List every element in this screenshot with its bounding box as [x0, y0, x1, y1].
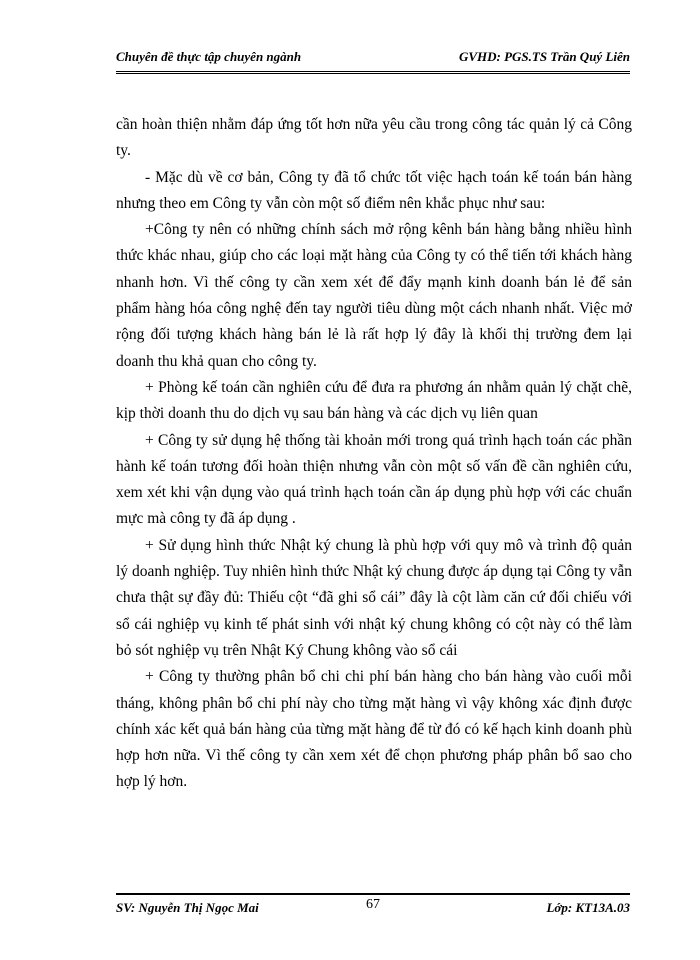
footer-student: SV: Nguyễn Thị Ngọc Mai [116, 900, 259, 915]
paragraph: - Mặc dù về cơ bản, Công ty đã tổ chức tốt việc hạch toán kế toán bán hàng nhưng theo em Công ty vẫn còn một số điểm nên khắc phục như sau: [116, 168, 632, 212]
page-number: 67 [366, 897, 380, 912]
header-supervisor: GVHD: PGS.TS Trần Quý Liên [458, 49, 630, 64]
page-body [116, 112, 632, 796]
page-header [116, 47, 630, 74]
paragraph: cần hoàn thiện nhằm đáp ứng tốt hơn nữa yêu cầu trong công tác quản lý cả Công ty. [116, 116, 632, 160]
page-footer [116, 893, 630, 919]
paragraph: + Sử dụng hình thức Nhật ký chung là phù hợp với quy mô và trình độ quản lý doanh nghiệp. Tuy nhiên hình thức Nhật ký chung được áp dụng tại Công ty vẫn chưa thật sự đầy đủ: Thiếu cột “đã ghi sổ cái” đây là cột làm căn cứ đối chiếu với sổ cái nghiệp vụ kinh tế phát sinh với nhật ký chung không có cột này có thể làm bỏ sót nghiệp vụ trên Nhật Ký Chung không vào sổ cái [116, 536, 632, 659]
paragraph: + Công ty thường phân bổ chi chi phí bán hàng cho bán hàng vào cuối mỗi tháng, không phân bổ chi phí này cho từng mặt hàng vì vậy không xác định được chính xác kết quả bán hàng của từng mặt hàng để từ đó có kế hạch kinh doanh phù hợp hơn nữa. Vì thế công ty cần xem xét để chọn phương pháp phân bổ sao cho hợp lý hơn. [116, 668, 632, 791]
paragraph: + Công ty sử dụng hệ thống tài khoản mới trong quá trình hạch toán các phần hành kế toán tương đối hoàn thiện nhưng vẫn còn một số vấn đề cần nghiên cứu, xem xét khi vận dụng vào quá trình hạch toán cần áp dụng phù hợp với các chuẩn mực mà công ty đã áp dụng . [116, 431, 632, 528]
footer-class: Lớp: KT13A.03 [546, 900, 630, 915]
header-title: Chuyên đề thực tập chuyên ngành [116, 49, 302, 64]
paragraph: +Công ty nên có những chính sách mở rộng kênh bán hàng bằng nhiều hình thức khác nhau, giúp cho các loại mặt hàng của Công ty có thể tiến tới khách hàng nhanh hơn. Vì thế công ty cần xem xét để đẩy mạnh kinh doanh bán lẻ để sản phẩm hàng hóa công nghệ đến tay người tiêu dùng một cách nhanh nhất. Việc mở rộng đối tượng khách hàng bán lẻ là rất hợp lý đây là khối thị trường đem lại doanh thu khả quan cho công ty. [116, 221, 632, 370]
paragraph: + Phòng kế toán cần nghiên cứu để đưa ra phương án nhằm quản lý chặt chẽ, kịp thời doanh thu do dịch vụ sau bán hàng và các dịch vụ liên quan [116, 378, 632, 423]
